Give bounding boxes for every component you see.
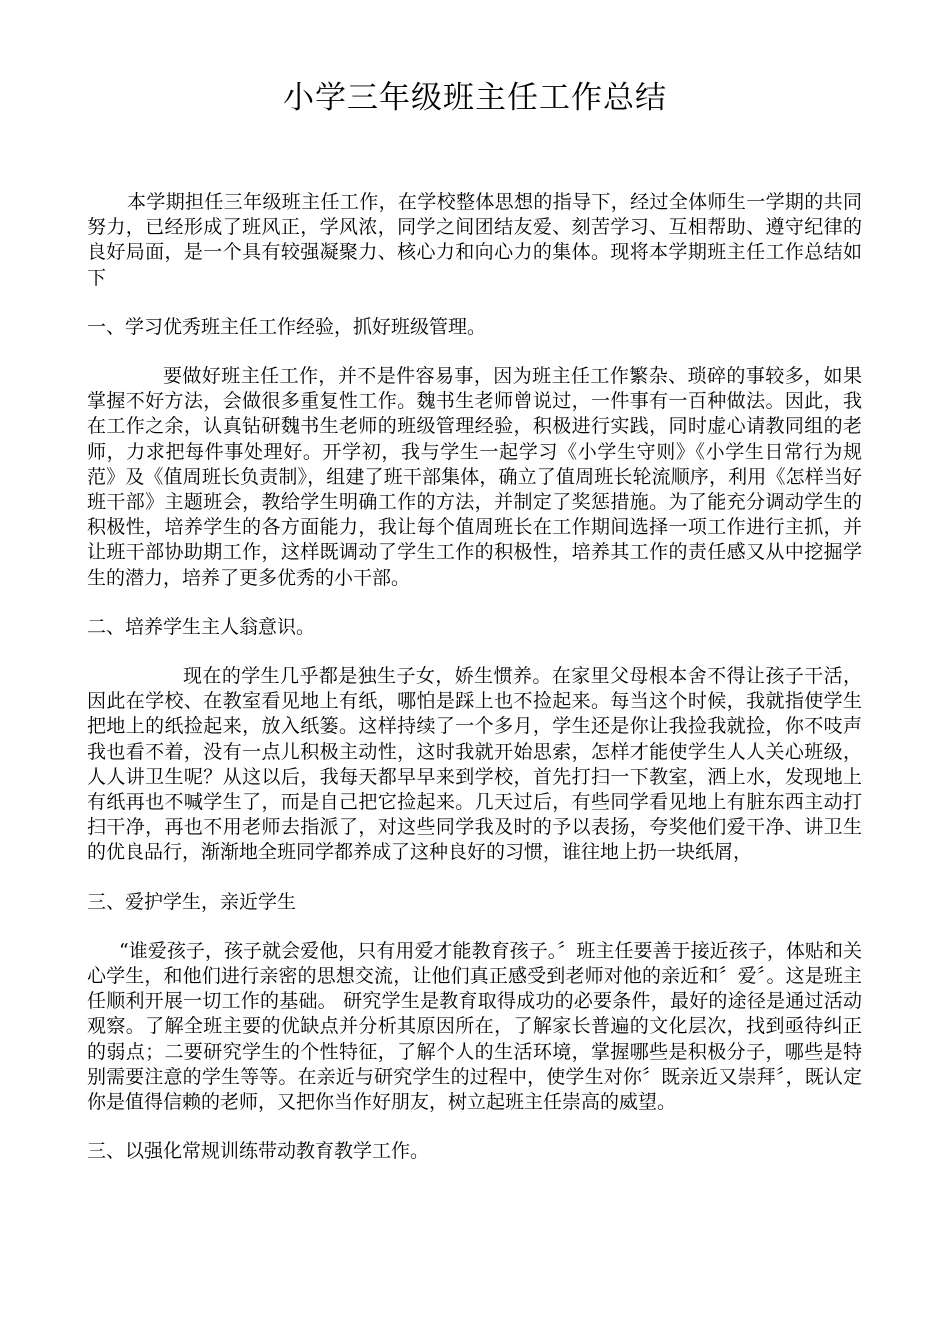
spacer <box>87 640 862 664</box>
document-body <box>87 190 862 1165</box>
intro-paragraph: 本学期担任三年级班主任工作，在学校整体思想的指导下，经过全体师生一学期的共同努力，已经形成了班风正，学风浓，同学之间团结友爱、刻苦学习、互相帮助、遵守纪律的良好局面，是一个具有较强凝聚力、核心力和向心力的集体。现将本学期班主任工作总结如下 <box>87 191 862 289</box>
spacer <box>87 915 862 939</box>
section-heading-2: 二、培养学生主人翁意识。 <box>87 615 316 638</box>
document-title: 小学三年级班主任工作总结 <box>283 80 667 116</box>
section-heading-3: 三、爱护学生，亲近学生 <box>87 890 297 913</box>
section-body-3: “谁爱孩子，孩子就会爱他，只有用爱才能教育孩子。〞班主任要善于接近孩子，体贴和关心学生，和他们进行亲密的思想交流，让他们真正感受到老师对他的亲近和〞爱〞。这是班主任顺利开展一切工作的基础。 研究学生是教育取得成功的必要条件，最好的途径是通过活动观察。了解全班主要的优缺点并分析其原因所在，了解家长普遍的文化层次，找到亟待纠正的弱点；二要研究学生的个性特征，了解个人的生活环境，掌握哪些是积极分子，哪些是特别需要注意的学生等等。在亲近与研究学生的过程中，使学生对你〞既亲近又崇拜〞，既认定你是值得信赖的老师，又把你当作好朋友，树立起班主任崇高的威望。 <box>87 939 862 1114</box>
section-heading-4: 三、以强化常规训练带动教育教学工作。 <box>87 1140 430 1163</box>
spacer <box>87 1115 862 1139</box>
spacer <box>87 340 862 364</box>
spacer <box>87 291 862 315</box>
section-body-2: 现在的学生几乎都是独生子女，娇生惯养。在家里父母根本舍不得让孩子干活，因此在学校、在教室看见地上有纸，哪怕是踩上也不捡起来。每当这个时候，我就指使学生把地上的纸捡起来，放入纸篓。这样持续了一个多月，学生还是你让我捡我就捡，你不吱声我也看不着，没有一点儿积极主动性，这时我就开始思索，怎样才能使学生人人关心班级，人人讲卫生呢？从这以后，我每天都早早来到学校，首先打扫一下教室，洒上水，发现地上有纸再也不喊学生了，而是自己把它捡起来。几天过后，有些同学看见地上有脏东西主动打扫干净，再也不用老师去指派了，对这些同学我及时的予以表扬，夸奖他们爱干净、讲卫生的优良品行，渐渐地全班同学都养成了这种良好的习惯，谁往地上扔一块纸屑， <box>87 665 862 864</box>
spacer <box>87 866 862 890</box>
spacer <box>87 591 862 615</box>
section-body-1: 要做好班主任工作，并不是件容易事，因为班主任工作繁杂、琐碎的事较多，如果掌握不好方法，会做很多重复性工作。魏书生老师曾说过，一件事有一百种做法。因此，我在工作之余，认真钻研魏书生老师的班级管理经验，积极进行实践，同时虚心请教同组的老师，力求把每件事处理好。开学初，我与学生一起学习《小学生守则》《小学生日常行为规范》及《值周班长负责制》，组建了班干部集体，确立了值周班长轮流顺序，利用《怎样当好班干部》主题班会，教给学生明确工作的方法，并制定了奖惩措施。为了能充分调动学生的积极性，培养学生的各方面能力，我让每个值周班长在工作期间选择一项工作进行主抓，并让班干部协助期工作，这样既调动了学生工作的积极性，培养其工作的责任感又从中挖掘学生的潜力，培养了更多优秀的小干部。 <box>87 365 862 589</box>
section-heading-1: 一、学习优秀班主任工作经验，抓好班级管理。 <box>87 315 487 338</box>
